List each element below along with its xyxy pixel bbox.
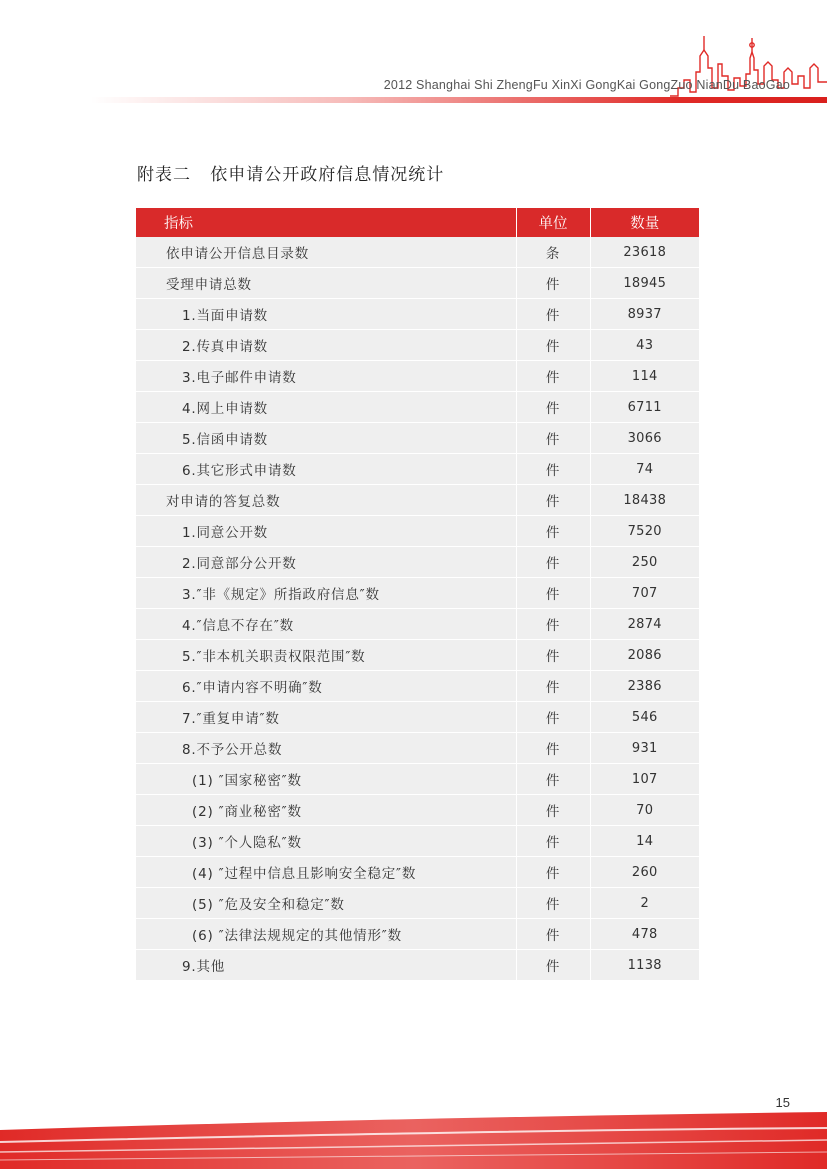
appendix-label: 附表二 <box>137 165 191 185</box>
column-header-unit: 单位 <box>516 208 590 237</box>
count-cell: 3066 <box>590 423 699 454</box>
footer-swoosh <box>0 1100 827 1169</box>
indicator-cell: 4.″信息不存在″数 <box>136 609 516 640</box>
indicator-cell: 受理申请总数 <box>136 268 516 299</box>
unit-cell: 件 <box>516 361 590 392</box>
header-divider <box>90 97 827 103</box>
table-row <box>136 609 699 640</box>
table-row <box>136 702 699 733</box>
count-cell: 70 <box>590 795 699 826</box>
unit-cell: 件 <box>516 268 590 299</box>
indicator-cell: (2) ″商业秘密″数 <box>136 795 516 826</box>
indicator-cell: 4.网上申请数 <box>136 392 516 423</box>
unit-cell: 件 <box>516 299 590 330</box>
count-cell: 2874 <box>590 609 699 640</box>
count-cell: 43 <box>590 330 699 361</box>
statistics-table <box>136 208 699 981</box>
indicator-cell: 6.其它形式申请数 <box>136 454 516 485</box>
count-cell: 74 <box>590 454 699 485</box>
indicator-cell: 2.同意部分公开数 <box>136 547 516 578</box>
unit-cell: 件 <box>516 764 590 795</box>
table-row <box>136 361 699 392</box>
table-row <box>136 578 699 609</box>
unit-cell: 件 <box>516 454 590 485</box>
unit-cell: 件 <box>516 640 590 671</box>
unit-cell: 件 <box>516 888 590 919</box>
table-row <box>136 640 699 671</box>
indicator-cell: 6.″申请内容不明确″数 <box>136 671 516 702</box>
running-title: 2012 Shanghai Shi ZhengFu XinXi GongKai GongZuo NianDu BaoGao <box>383 78 790 92</box>
table-row <box>136 671 699 702</box>
page-number: 15 <box>775 1095 790 1110</box>
indicator-cell: (4) ″过程中信息且影响安全稳定″数 <box>136 857 516 888</box>
table-row <box>136 485 699 516</box>
table-row <box>136 764 699 795</box>
count-cell: 107 <box>590 764 699 795</box>
count-cell: 1138 <box>590 950 699 981</box>
count-cell: 14 <box>590 826 699 857</box>
indicator-cell: (6) ″法律法规规定的其他情形″数 <box>136 919 516 950</box>
unit-cell: 件 <box>516 485 590 516</box>
page-title <box>137 160 444 185</box>
table-row <box>136 795 699 826</box>
count-cell: 2086 <box>590 640 699 671</box>
table-row <box>136 919 699 950</box>
unit-cell: 件 <box>516 795 590 826</box>
unit-cell: 件 <box>516 733 590 764</box>
indicator-cell: 1.同意公开数 <box>136 516 516 547</box>
count-cell: 6711 <box>590 392 699 423</box>
count-cell: 546 <box>590 702 699 733</box>
count-cell: 707 <box>590 578 699 609</box>
table-row <box>136 454 699 485</box>
count-cell: 478 <box>590 919 699 950</box>
table-row <box>136 733 699 764</box>
table-row <box>136 299 699 330</box>
indicator-cell: (3) ″个人隐私″数 <box>136 826 516 857</box>
unit-cell: 件 <box>516 950 590 981</box>
table-row <box>136 950 699 981</box>
unit-cell: 件 <box>516 578 590 609</box>
count-cell: 250 <box>590 547 699 578</box>
indicator-cell: 依申请公开信息目录数 <box>136 237 516 268</box>
unit-cell: 条 <box>516 237 590 268</box>
count-cell: 2386 <box>590 671 699 702</box>
table-row <box>136 516 699 547</box>
column-header-count: 数量 <box>590 208 699 237</box>
table-row <box>136 547 699 578</box>
indicator-cell: 3.″非《规定》所指政府信息″数 <box>136 578 516 609</box>
count-cell: 931 <box>590 733 699 764</box>
unit-cell: 件 <box>516 826 590 857</box>
table-row <box>136 826 699 857</box>
unit-cell: 件 <box>516 330 590 361</box>
unit-cell: 件 <box>516 392 590 423</box>
unit-cell: 件 <box>516 423 590 454</box>
indicator-cell: 5.″非本机关职责权限范围″数 <box>136 640 516 671</box>
table-row <box>136 392 699 423</box>
indicator-cell: 对申请的答复总数 <box>136 485 516 516</box>
unit-cell: 件 <box>516 671 590 702</box>
count-cell: 260 <box>590 857 699 888</box>
count-cell: 23618 <box>590 237 699 268</box>
unit-cell: 件 <box>516 857 590 888</box>
indicator-cell: 5.信函申请数 <box>136 423 516 454</box>
table-row <box>136 330 699 361</box>
indicator-cell: 9.其他 <box>136 950 516 981</box>
table-row <box>136 857 699 888</box>
table-row <box>136 268 699 299</box>
unit-cell: 件 <box>516 547 590 578</box>
unit-cell: 件 <box>516 919 590 950</box>
table-title: 依申请公开政府信息情况统计 <box>210 165 445 185</box>
unit-cell: 件 <box>516 609 590 640</box>
column-header-indicator: 指标 <box>136 208 516 237</box>
indicator-cell: 7.″重复申请″数 <box>136 702 516 733</box>
indicator-cell: 1.当面申请数 <box>136 299 516 330</box>
indicator-cell: 2.传真申请数 <box>136 330 516 361</box>
count-cell: 8937 <box>590 299 699 330</box>
count-cell: 18438 <box>590 485 699 516</box>
unit-cell: 件 <box>516 516 590 547</box>
table-header-row <box>136 208 699 237</box>
table-row <box>136 237 699 268</box>
count-cell: 18945 <box>590 268 699 299</box>
table-row <box>136 888 699 919</box>
indicator-cell: 8.不予公开总数 <box>136 733 516 764</box>
count-cell: 114 <box>590 361 699 392</box>
indicator-cell: (5) ″危及安全和稳定″数 <box>136 888 516 919</box>
unit-cell: 件 <box>516 702 590 733</box>
table-row <box>136 423 699 454</box>
count-cell: 7520 <box>590 516 699 547</box>
count-cell: 2 <box>590 888 699 919</box>
indicator-cell: 3.电子邮件申请数 <box>136 361 516 392</box>
indicator-cell: (1) ″国家秘密″数 <box>136 764 516 795</box>
